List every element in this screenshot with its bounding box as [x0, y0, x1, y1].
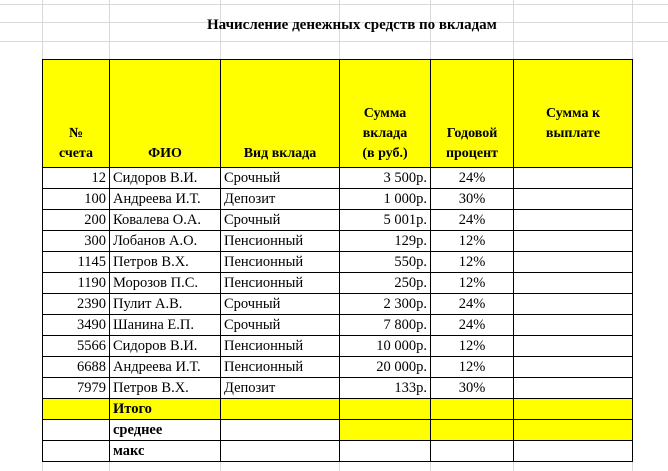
table-row [43, 231, 633, 252]
average-payout-cell[interactable] [514, 420, 633, 441]
cell-account-number[interactable]: 2390 [43, 294, 110, 315]
cell-fio[interactable]: Андреева И.Т. [110, 357, 221, 378]
cell-payout[interactable] [514, 294, 633, 315]
cell-annual-rate[interactable]: 24% [431, 168, 514, 189]
cell-account-number[interactable]: 1145 [43, 252, 110, 273]
max-row [43, 441, 633, 462]
cell-account-number[interactable]: 1190 [43, 273, 110, 294]
cell-deposit-sum[interactable]: 20 000р. [340, 357, 431, 378]
cell-payout[interactable] [514, 210, 633, 231]
cell-payout[interactable] [514, 357, 633, 378]
cell-payout[interactable] [514, 315, 633, 336]
cell-fio[interactable]: Шанина Е.П. [110, 315, 221, 336]
cell-deposit-type[interactable]: Пенсионный [221, 273, 340, 294]
max-payout-cell[interactable] [514, 441, 633, 462]
cell-fio[interactable]: Морозов П.С. [110, 273, 221, 294]
cell-annual-rate[interactable]: 30% [431, 378, 514, 399]
max-sum-cell[interactable] [340, 441, 431, 462]
cell-deposit-sum[interactable]: 250р. [340, 273, 431, 294]
cell-annual-rate[interactable]: 24% [431, 210, 514, 231]
total-payout-cell[interactable] [514, 399, 633, 420]
cell-annual-rate[interactable]: 30% [431, 189, 514, 210]
cell-deposit-sum[interactable]: 5 001р. [340, 210, 431, 231]
cell-deposit-type[interactable]: Срочный [221, 210, 340, 231]
cell-annual-rate[interactable]: 24% [431, 315, 514, 336]
cell-deposit-sum[interactable]: 3 500р. [340, 168, 431, 189]
cell-deposit-type[interactable]: Пенсионный [221, 231, 340, 252]
cell-deposit-sum[interactable]: 1 000р. [340, 189, 431, 210]
max-rate-cell[interactable] [431, 441, 514, 462]
cell-deposit-type[interactable]: Пенсионный [221, 336, 340, 357]
average-num-cell[interactable] [43, 420, 110, 441]
max-type-cell[interactable] [221, 441, 340, 462]
table-row [43, 315, 633, 336]
cell-account-number[interactable]: 7979 [43, 378, 110, 399]
cell-deposit-sum[interactable]: 10 000р. [340, 336, 431, 357]
cell-account-number[interactable]: 5566 [43, 336, 110, 357]
table-row [43, 294, 633, 315]
cell-payout[interactable] [514, 231, 633, 252]
header-type[interactable]: Вид вклада [221, 60, 340, 168]
cell-account-number[interactable]: 300 [43, 231, 110, 252]
cell-annual-rate[interactable]: 24% [431, 294, 514, 315]
average-rate-cell[interactable] [431, 420, 514, 441]
cell-fio[interactable]: Сидоров В.И. [110, 168, 221, 189]
max-label[interactable]: макс [110, 441, 221, 462]
average-sum-cell[interactable] [340, 420, 431, 441]
cell-payout[interactable] [514, 336, 633, 357]
cell-fio[interactable]: Петров В.Х. [110, 252, 221, 273]
cell-deposit-type[interactable]: Депозит [221, 189, 340, 210]
cell-annual-rate[interactable]: 12% [431, 336, 514, 357]
cell-fio[interactable]: Андреева И.Т. [110, 189, 221, 210]
cell-deposit-sum[interactable]: 129р. [340, 231, 431, 252]
cell-annual-rate[interactable]: 12% [431, 357, 514, 378]
cell-account-number[interactable]: 12 [43, 168, 110, 189]
cell-fio[interactable]: Пулит А.В. [110, 294, 221, 315]
cell-deposit-type[interactable]: Срочный [221, 168, 340, 189]
cell-fio[interactable]: Лобанов А.О. [110, 231, 221, 252]
cell-payout[interactable] [514, 168, 633, 189]
header-row [43, 60, 633, 168]
cell-fio[interactable]: Сидоров В.И. [110, 336, 221, 357]
cell-deposit-sum[interactable]: 550р. [340, 252, 431, 273]
total-rate-cell[interactable] [431, 399, 514, 420]
cell-account-number[interactable]: 200 [43, 210, 110, 231]
deposits-table [42, 59, 633, 462]
cell-account-number[interactable]: 100 [43, 189, 110, 210]
total-row [43, 399, 633, 420]
table-row [43, 336, 633, 357]
average-label[interactable]: среднее [110, 420, 221, 441]
cell-deposit-type[interactable]: Депозит [221, 378, 340, 399]
cell-deposit-type[interactable]: Пенсионный [221, 357, 340, 378]
cell-deposit-sum[interactable]: 7 800р. [340, 315, 431, 336]
cell-payout[interactable] [514, 378, 633, 399]
cell-annual-rate[interactable]: 12% [431, 252, 514, 273]
cell-payout[interactable] [514, 189, 633, 210]
total-sum-cell[interactable] [340, 399, 431, 420]
header-fio[interactable]: ФИО [110, 60, 221, 168]
cell-deposit-sum[interactable]: 133р. [340, 378, 431, 399]
average-type-cell[interactable] [221, 420, 340, 441]
cell-deposit-sum[interactable]: 2 300р. [340, 294, 431, 315]
header-num[interactable]: № счета [43, 60, 110, 168]
total-num-cell[interactable] [43, 399, 110, 420]
table-row [43, 210, 633, 231]
cell-deposit-type[interactable]: Срочный [221, 294, 340, 315]
cell-account-number[interactable]: 6688 [43, 357, 110, 378]
total-type-cell[interactable] [221, 399, 340, 420]
header-rate[interactable]: Годовой процент [431, 60, 514, 168]
table-row [43, 252, 633, 273]
cell-fio[interactable]: Ковалева О.А. [110, 210, 221, 231]
cell-annual-rate[interactable]: 12% [431, 231, 514, 252]
cell-payout[interactable] [514, 273, 633, 294]
table-row [43, 378, 633, 399]
table-row [43, 273, 633, 294]
header-sum[interactable]: Сумма вклада (в руб.) [340, 60, 431, 168]
cell-annual-rate[interactable]: 12% [431, 273, 514, 294]
cell-deposit-type[interactable]: Пенсионный [221, 252, 340, 273]
cell-deposit-type[interactable]: Срочный [221, 315, 340, 336]
table-row [43, 168, 633, 189]
average-row [43, 420, 633, 441]
max-num-cell[interactable] [43, 441, 110, 462]
cell-fio[interactable]: Петров В.Х. [110, 378, 221, 399]
total-label[interactable]: Итого [110, 399, 221, 420]
header-payout[interactable]: Сумма к выплате [514, 60, 633, 168]
table-row [43, 357, 633, 378]
cell-account-number[interactable]: 3490 [43, 315, 110, 336]
cell-payout[interactable] [514, 252, 633, 273]
table-row [43, 189, 633, 210]
